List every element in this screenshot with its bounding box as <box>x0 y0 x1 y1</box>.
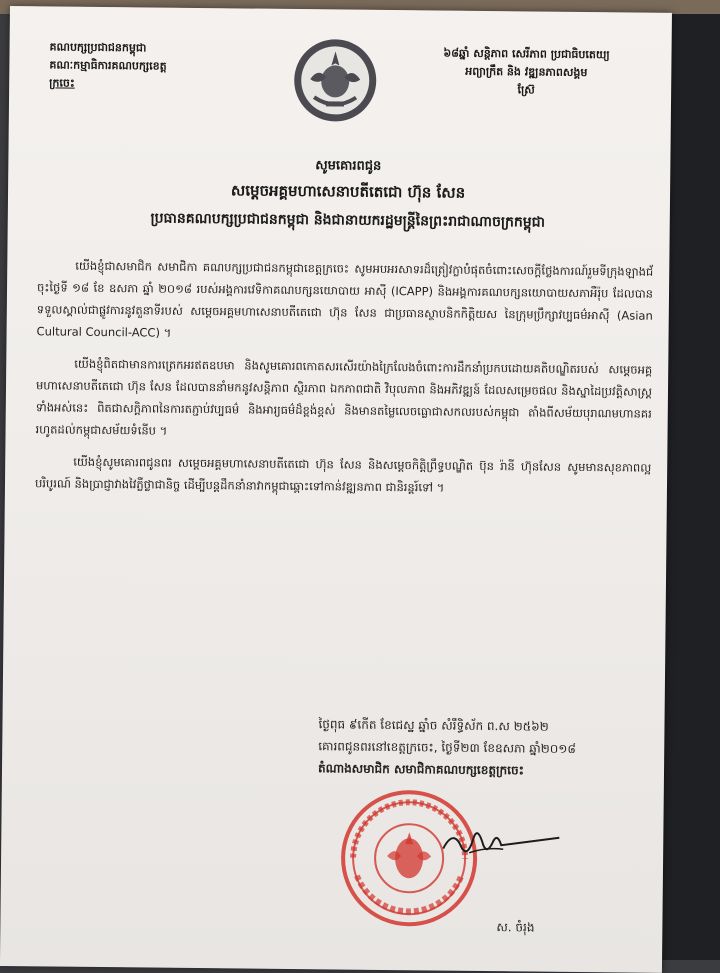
header-left-committee: គណៈកម្មាធិការគណបក្សខេត្ត <box>49 58 167 73</box>
party-emblem-icon <box>292 37 379 124</box>
header-left-province: ក្រចេះ <box>49 76 75 90</box>
title-addressee: សម្តេចអគ្គមហាសេនាបតីតេជោ ហ៊ុន សែន <box>230 181 466 202</box>
title-salutation: សូមគោរពជូន <box>315 158 382 174</box>
letter-body <box>35 254 654 510</box>
representative-line: តំណាងសមាជិក សមាជិកាគណបក្សខេត្តក្រចេះ <box>317 761 524 778</box>
header-right-motto: ៦៨ឆ្នាំ សន្តិភាព សេរីភាព ប្រជាធិបតេយ្យ <box>443 46 610 62</box>
title-position: ប្រធានគណបក្សប្រជាជនកម្ពុជា និងជានាយករដ្ឋមន្ត្រីនៃព្រះរាជាណាចក្រកម្ពុជា <box>150 210 546 231</box>
body-paragraph-1: យើងខ្ញុំជាសមាជិក សមាជិកា គណបក្សប្រជាជនកម្ពុជាខេត្តក្រចេះ សូមអបអរសាទរដ៏ត្រៀវក្លាបំផុតចំពោះសេចក្តីថ្លែងការណ៍រួមទីក្រុងឡាងជ័ ចុះថ្ងៃទី ១៨ ខែ ឧសភា ឆ្នាំ ២០១៨ របស់អង្គការវេទិកាគណបក្សនយោបាយ អាស៊ី (ICAPP) និងអង្គការគណបក្សនយោបាយសភាអឺរ៉ុប ដែលបានទទួលស្គាល់ជាផ្លូវការនូវតួនាទីរបស់ សម្តេចអគ្គមហាសេនាបតីតេជោ ហ៊ុន សែន ជាប្រធានស្ថាបនិកកិត្តិយស នៃក្រុមប្រឹក្សាវប្បធម៌អាស៊ី (Asian Cultural Council-ACC) ។ <box>36 258 654 340</box>
place-date: គោរពជូនពរនៅខេត្តក្រចេះ, ថ្ងៃទី២៣ ខែឧសភា ឆ្នាំ២០១៨ <box>318 739 576 756</box>
closing-block <box>318 713 639 782</box>
letter-title <box>48 154 649 234</box>
body-paragraph-2: យើងខ្ញុំពិតជាមានការត្រេកអរឥតឧបមា និងសូមគោរពកោតសរសើរយ៉ាងក្រៃលែងចំពោះការដឹកនាំប្រកបដោយគតិបណ្ឌិតរបស់ សម្តេចអគ្គមហាសេនាបតីតេជោ ហ៊ុន សែន ដែលបាននាំមកនូវសន្តិភាព ស្ថិរភាព ឯកភាពជាតិ វិបុលភាព និងអភិវឌ្ឍន៍ ដែលសម្រេចផល និងស្នាដៃប្រវត្តិសាស្ត្រទាំងអស់នេះ ពិតជាសក្តិភាពនៃការតភ្ជាប់វប្បធម៌ និងអារ្យធម៌ដ៏ខ្ពង់ខ្ពស់ និងមានតម្លៃលេចធ្លោជាសកលរបស់កម្ពុជា តាំងពីសម័យបុរាណមហានគរ រហូតដល់កម្ពុជាសម័យទំនើប ។ <box>35 356 653 438</box>
body-paragraph-3: យើងខ្ញុំសូមគោរពជូនពរ សម្តេចអគ្គមហាសេនាបតីតេជោ ហ៊ុន សែន និងសម្តេចកិត្តិព្រឹទ្ធបណ្ឌិត ប៊ុន រ៉ានី ហ៊ុនសែន សូមមានសុខភាពល្អបរិបូរណ៍ និងប្រាជ្ញាវាងវៃភ្លឺថ្លាជានិច្ច ដើម្បីបន្តដឹកនាំនាវាកម្ពុជាឆ្ពោះទៅកាន់វឌ្ឍនភាព ជានិរន្តរ៍ទៅ ។ <box>34 454 652 495</box>
header-right <box>391 44 662 101</box>
header-right-ornament: ស្រ៊ែ <box>517 83 535 97</box>
header-right-motto-2: អព្យាក្រឹត និង វឌ្ឍនភាពសង្គម <box>465 64 588 80</box>
signer-name: ស. ចំរុង <box>496 920 535 935</box>
handwritten-signature-icon <box>439 819 563 864</box>
lunar-date: ថ្ងៃពុធ ៩កើត ខែជេស្ឋ ឆ្នាំច សំរឹទ្ធិស័ក ព.ស ២៥៦២ <box>318 717 549 734</box>
letter-paper <box>0 6 672 973</box>
header-left-party: គណបក្សប្រជាជនកម្ពុជា <box>49 40 147 55</box>
header-left <box>49 38 265 94</box>
